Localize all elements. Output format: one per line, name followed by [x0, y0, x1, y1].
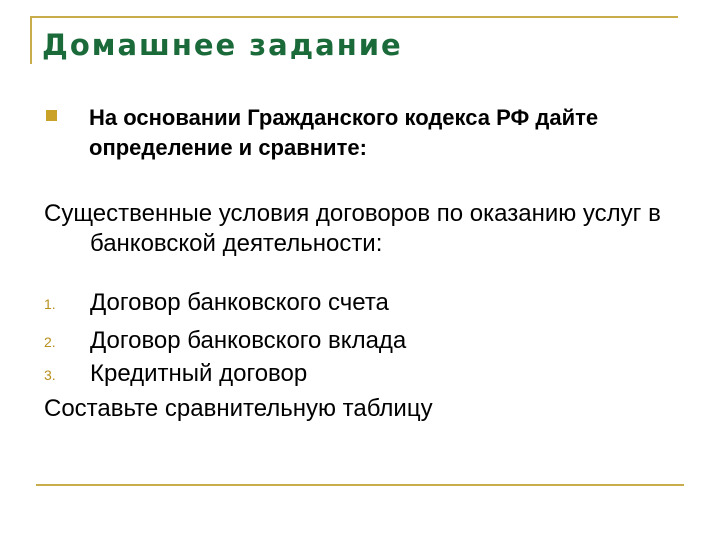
slide-title: Домашнее задание [42, 28, 403, 62]
conditions-paragraph: Существенные условия договоров по оказанию услуг в банковской деятельности: [44, 200, 661, 257]
list-number: 1. [44, 296, 56, 312]
list-item-text: Договор банковского счета [90, 289, 389, 316]
square-bullet-icon [46, 110, 57, 121]
list-item [44, 288, 684, 318]
bottom-frame-line [36, 484, 684, 486]
list-number: 2. [44, 334, 56, 350]
left-frame-line [30, 16, 32, 64]
list-item-text: Договор банковского вклада [90, 327, 407, 354]
list-number: 3. [44, 367, 56, 383]
top-frame-line [30, 16, 678, 18]
lead-instruction: На основании Гражданского кодекса РФ дайте определение и сравните: [89, 105, 599, 160]
list-item [44, 326, 684, 356]
list-item-text: Кредитный договор [90, 360, 308, 387]
task-paragraph: Составьте сравнительную таблицу [44, 395, 433, 422]
list-item [44, 359, 684, 389]
